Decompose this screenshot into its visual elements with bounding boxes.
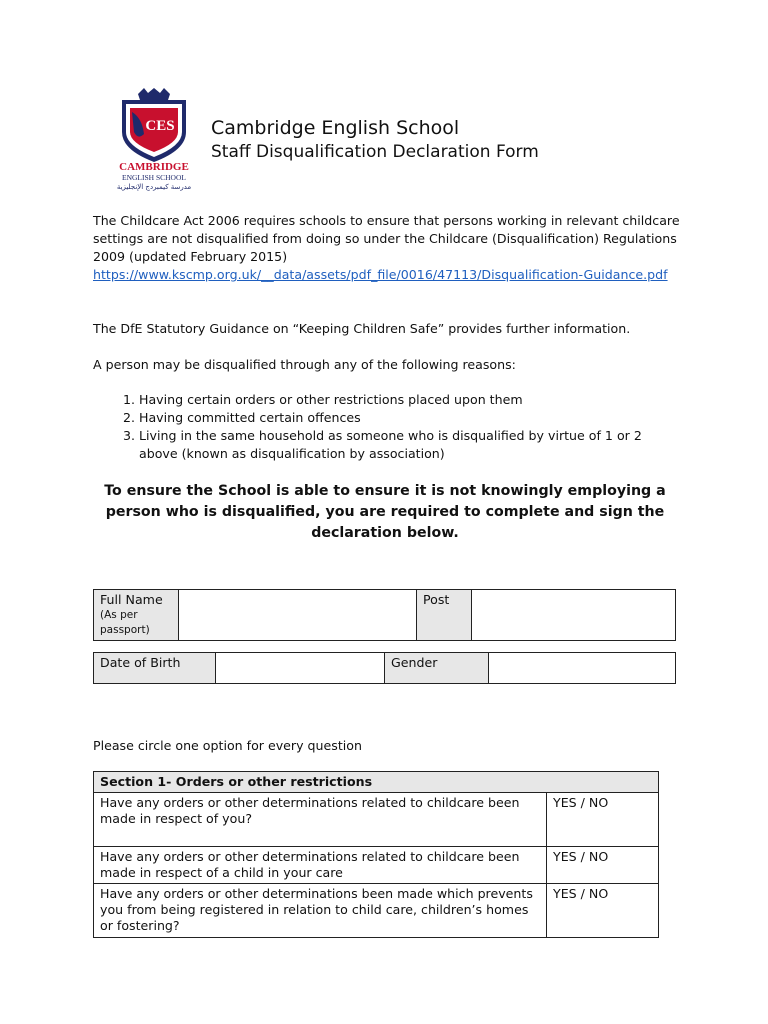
personal-details-table <box>93 589 676 641</box>
question-text: Have any orders or other determinations been made which prevents you from being registered in relation to child care, children’s homes or fostering? <box>94 884 547 938</box>
instruction-text: Please circle one option for every question <box>93 738 362 753</box>
table-row <box>94 847 659 884</box>
question-text: Have any orders or other determinations related to childcare been made in respect of you? <box>94 793 547 847</box>
guidance-link[interactable]: https://www.kscmp.org.uk/__data/assets/pdf_file/0016/47113/Disqualification-Guidance.pdf <box>93 267 668 282</box>
dob-gender-table <box>93 652 676 684</box>
school-logo <box>108 88 200 192</box>
dob-label: Date of Birth <box>94 653 216 684</box>
logo-acronym: CES <box>145 118 175 134</box>
list-item: 2. Having committed certain offences <box>139 409 673 427</box>
guidance-text: The DfE Statutory Guidance on “Keeping Children Safe” provides further information. <box>93 321 631 336</box>
reasons-intro <box>93 356 683 374</box>
question-text: Have any orders or other determinations related to childcare been made in respect of a child in your care <box>94 847 547 884</box>
gender-label: Gender <box>385 653 489 684</box>
list-item: 3. Living in the same household as someone who is disqualified by virtue of 1 or 2 above (known as disqualification by association) <box>139 427 673 463</box>
table-row <box>94 884 659 938</box>
answer-yes-no[interactable]: YES / NO <box>547 793 659 847</box>
section1-title: Section 1- Orders or other restrictions <box>94 772 659 793</box>
full-name-label-cell <box>94 590 179 641</box>
declaration-statement: To ensure the School is able to ensure it is not knowingly employing a person who is disqualified, you are required to complete and sign the declaration below. <box>104 483 666 541</box>
guidance-note <box>93 320 683 338</box>
full-name-note: (As per passport) <box>100 609 150 636</box>
logo-school-line2: ENGLISH SCHOOL <box>122 173 186 182</box>
logo-school-line1: CAMBRIDGE <box>119 161 189 173</box>
answer-yes-no[interactable]: YES / NO <box>547 847 659 884</box>
table-row <box>94 793 659 847</box>
answer-yes-no[interactable]: YES / NO <box>547 884 659 938</box>
section1-table <box>93 771 659 938</box>
list-item: 1. Having certain orders or other restrictions placed upon them <box>139 391 673 409</box>
intro-paragraph: The Childcare Act 2006 requires schools to ensure that persons working in relevant childcare settings are not disqualified from doing so under the Childcare (Disqualification) Regulations 2009 (updated February 2015) <box>93 213 680 264</box>
full-name-field[interactable] <box>179 590 417 641</box>
reasons-list <box>93 391 673 463</box>
full-name-label: Full Name <box>100 592 163 607</box>
logo-arabic-name: مدرسة كيمبردج الإنجليزية <box>116 183 192 191</box>
post-label: Post <box>417 590 472 641</box>
post-field[interactable] <box>472 590 676 641</box>
intro-section <box>93 212 683 284</box>
reasons-intro-text: A person may be disqualified through any of the following reasons: <box>93 357 516 372</box>
gender-field[interactable] <box>489 653 676 684</box>
form-title: Staff Disqualification Declaration Form <box>211 142 539 162</box>
header-titles <box>211 116 539 164</box>
dob-field[interactable] <box>216 653 385 684</box>
school-name: Cambridge English School <box>211 117 460 139</box>
